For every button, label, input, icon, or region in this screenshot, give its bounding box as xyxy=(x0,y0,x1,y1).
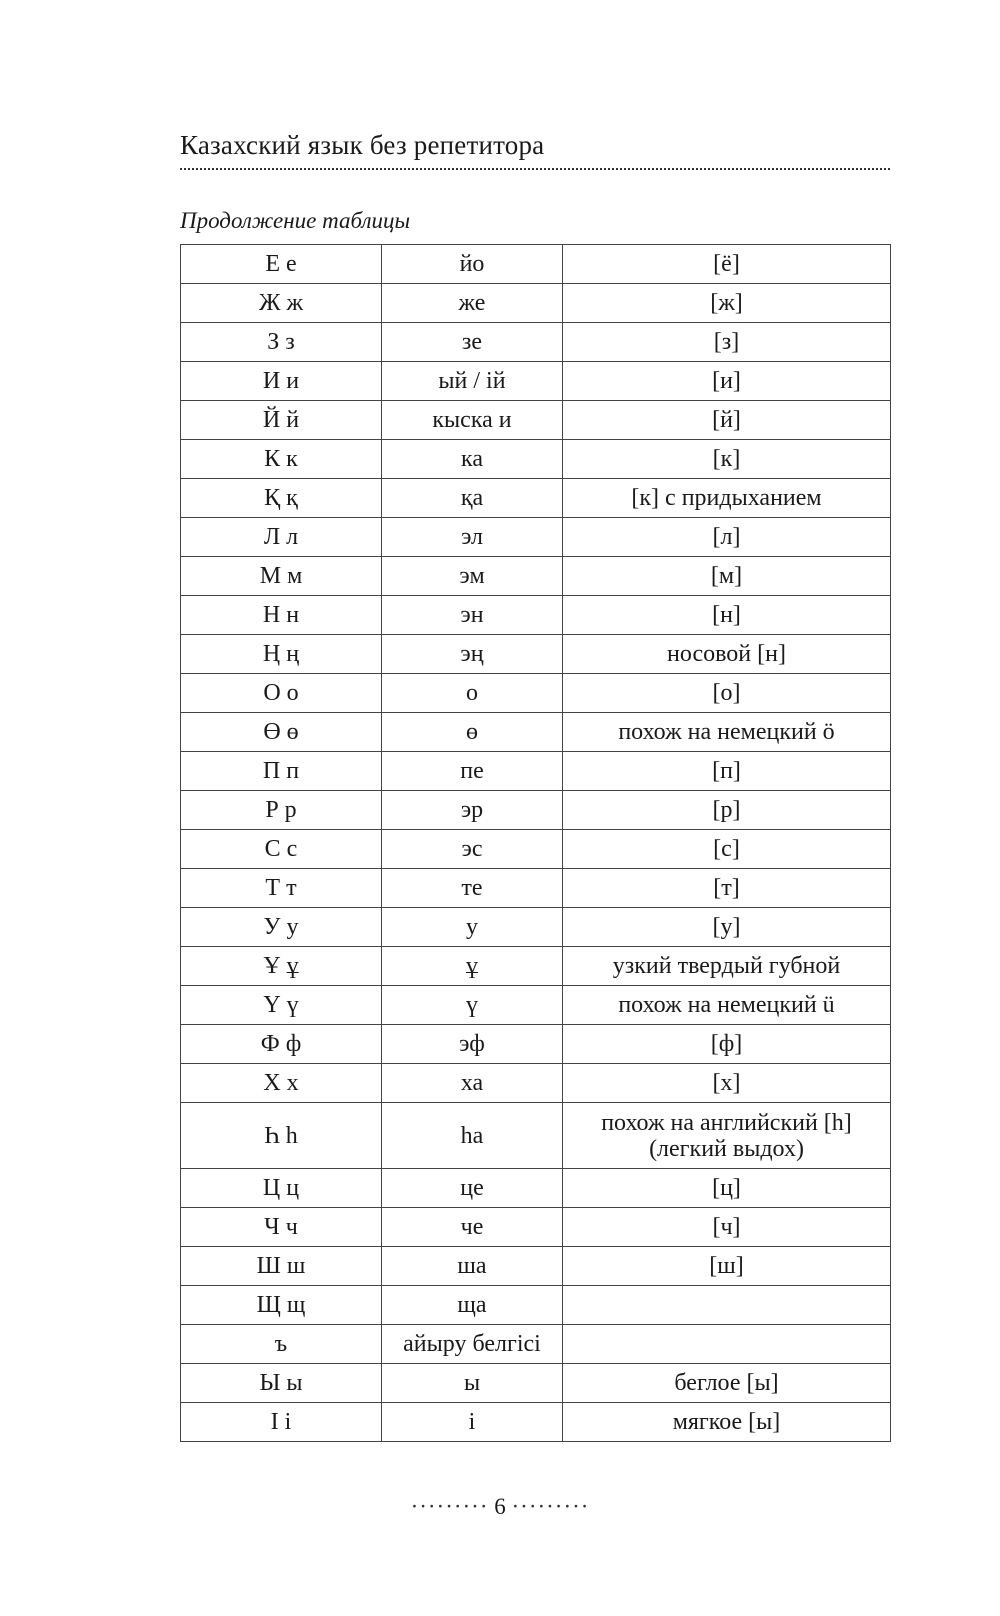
letter-cell: Т т xyxy=(181,869,382,908)
page-number: 6 xyxy=(494,1494,506,1519)
letter-name-cell: пе xyxy=(382,752,563,791)
sound-cell: [к] xyxy=(563,440,891,479)
letter-name-cell: айыру белгісі xyxy=(382,1325,563,1364)
sound-cell: [п] xyxy=(563,752,891,791)
sound-cell xyxy=(563,1103,891,1169)
letter-cell: Ұ ұ xyxy=(181,947,382,986)
letter-name-cell: эм xyxy=(382,557,563,596)
letter-name-cell: ө xyxy=(382,713,563,752)
sound-cell: [и] xyxy=(563,362,891,401)
sound-cell: носовой [н] xyxy=(563,635,891,674)
sound-cell: узкий твердый губной xyxy=(563,947,891,986)
letter-cell: Е е xyxy=(181,245,382,284)
letter-cell: Ң ң xyxy=(181,635,382,674)
letter-name-cell: о xyxy=(382,674,563,713)
sound-cell: [у] xyxy=(563,908,891,947)
letter-cell: Ы ы xyxy=(181,1364,382,1403)
table-row xyxy=(181,479,891,518)
sound-cell: [р] xyxy=(563,791,891,830)
sound-cell: [й] xyxy=(563,401,891,440)
letter-name-cell: ый / ій xyxy=(382,362,563,401)
letter-name-cell: эл xyxy=(382,518,563,557)
sound-cell: мягкое [ы] xyxy=(563,1403,891,1442)
table-row xyxy=(181,557,891,596)
letter-name-cell: і xyxy=(382,1403,563,1442)
letter-cell: Й й xyxy=(181,401,382,440)
letter-cell: Ж ж xyxy=(181,284,382,323)
table-row xyxy=(181,986,891,1025)
table-row xyxy=(181,362,891,401)
letter-cell: Ө ө xyxy=(181,713,382,752)
table-row xyxy=(181,947,891,986)
sound-cell: [ч] xyxy=(563,1208,891,1247)
sound-cell: похож на немецкий ü xyxy=(563,986,891,1025)
table-row xyxy=(181,518,891,557)
letter-name-cell: же xyxy=(382,284,563,323)
letter-cell: Ч ч xyxy=(181,1208,382,1247)
sound-cell: [ф] xyxy=(563,1025,891,1064)
footer-dots-right: ········· xyxy=(511,1494,590,1519)
letter-name-cell: ұ xyxy=(382,947,563,986)
letter-name-cell: эн xyxy=(382,596,563,635)
table-row xyxy=(181,1208,891,1247)
letter-cell: Щ щ xyxy=(181,1286,382,1325)
letter-cell: З з xyxy=(181,323,382,362)
table-row xyxy=(181,752,891,791)
letter-cell: Һ һ xyxy=(181,1103,382,1169)
letter-cell: К к xyxy=(181,440,382,479)
sound-line-1: похож на английский [h] xyxy=(601,1109,852,1136)
sound-cell: [ц] xyxy=(563,1169,891,1208)
letter-cell: Н н xyxy=(181,596,382,635)
table-row xyxy=(181,1169,891,1208)
table-row xyxy=(181,440,891,479)
alphabet-table xyxy=(180,244,891,1442)
letter-cell: У у xyxy=(181,908,382,947)
sound-cell: похож на немецкий ö xyxy=(563,713,891,752)
letter-cell: М м xyxy=(181,557,382,596)
letter-name-cell: эң xyxy=(382,635,563,674)
sound-cell: [о] xyxy=(563,674,891,713)
table-row xyxy=(181,635,891,674)
letter-cell: Ү ү xyxy=(181,986,382,1025)
table-row xyxy=(181,1286,891,1325)
letter-cell: Л л xyxy=(181,518,382,557)
letter-name-cell: ү xyxy=(382,986,563,1025)
sound-cell: [н] xyxy=(563,596,891,635)
table-row xyxy=(181,1325,891,1364)
footer-dots-left: ········· xyxy=(410,1494,489,1519)
sound-cell: [с] xyxy=(563,830,891,869)
table-row xyxy=(181,1403,891,1442)
letter-name-cell: ы xyxy=(382,1364,563,1403)
table-row xyxy=(181,401,891,440)
table-row xyxy=(181,596,891,635)
letter-cell: І і xyxy=(181,1403,382,1442)
letter-name-cell: эф xyxy=(382,1025,563,1064)
letter-name-cell: ка xyxy=(382,440,563,479)
letter-name-cell: зе xyxy=(382,323,563,362)
table-row xyxy=(181,323,891,362)
table-row xyxy=(181,1025,891,1064)
table-row xyxy=(181,284,891,323)
sound-cell: [ш] xyxy=(563,1247,891,1286)
letter-cell: П п xyxy=(181,752,382,791)
letter-cell: ъ xyxy=(181,1325,382,1364)
sound-cell: [м] xyxy=(563,557,891,596)
table-row xyxy=(181,1103,891,1169)
table-row xyxy=(181,869,891,908)
sound-cell: [з] xyxy=(563,323,891,362)
letter-name-cell: һа xyxy=(382,1103,563,1169)
sound-cell: [к] с придыханием xyxy=(563,479,891,518)
letter-name-cell: у xyxy=(382,908,563,947)
letter-name-cell: йо xyxy=(382,245,563,284)
header-dotted-rule xyxy=(180,168,890,170)
sound-line-2: (легкий выдох) xyxy=(649,1135,804,1162)
letter-name-cell: ща xyxy=(382,1286,563,1325)
sound-cell: [ж] xyxy=(563,284,891,323)
table-row xyxy=(181,791,891,830)
table-row xyxy=(181,908,891,947)
letter-cell: Ш ш xyxy=(181,1247,382,1286)
letter-cell: Р р xyxy=(181,791,382,830)
letter-cell: И и xyxy=(181,362,382,401)
letter-cell: Х х xyxy=(181,1064,382,1103)
table-row xyxy=(181,674,891,713)
letter-name-cell: че xyxy=(382,1208,563,1247)
letter-name-cell: кыска и xyxy=(382,401,563,440)
sound-cell: [л] xyxy=(563,518,891,557)
sound-cell: [х] xyxy=(563,1064,891,1103)
table-row xyxy=(181,1064,891,1103)
letter-name-cell: це xyxy=(382,1169,563,1208)
letter-cell: Ц ц xyxy=(181,1169,382,1208)
sound-cell: [т] xyxy=(563,869,891,908)
running-header-title: Казахский язык без репетитора xyxy=(180,130,545,160)
table-row xyxy=(181,1247,891,1286)
letter-name-cell: ша xyxy=(382,1247,563,1286)
table-row xyxy=(181,830,891,869)
sound-cell xyxy=(563,1325,891,1364)
letter-cell: О о xyxy=(181,674,382,713)
alphabet-table-body xyxy=(181,245,891,1442)
letter-name-cell: ха xyxy=(382,1064,563,1103)
letter-name-cell: эс xyxy=(382,830,563,869)
page-footer xyxy=(0,1494,1000,1520)
sound-cell: [ё] xyxy=(563,245,891,284)
letter-name-cell: те xyxy=(382,869,563,908)
table-row xyxy=(181,1364,891,1403)
letter-cell: Қ қ xyxy=(181,479,382,518)
sound-cell: беглое [ы] xyxy=(563,1364,891,1403)
letter-name-cell: эр xyxy=(382,791,563,830)
table-row xyxy=(181,713,891,752)
table-row xyxy=(181,245,891,284)
letter-name-cell: қа xyxy=(382,479,563,518)
letter-cell: Ф ф xyxy=(181,1025,382,1064)
letter-cell: С с xyxy=(181,830,382,869)
sound-cell xyxy=(563,1286,891,1325)
table-caption: Продолжение таблицы xyxy=(180,208,411,233)
